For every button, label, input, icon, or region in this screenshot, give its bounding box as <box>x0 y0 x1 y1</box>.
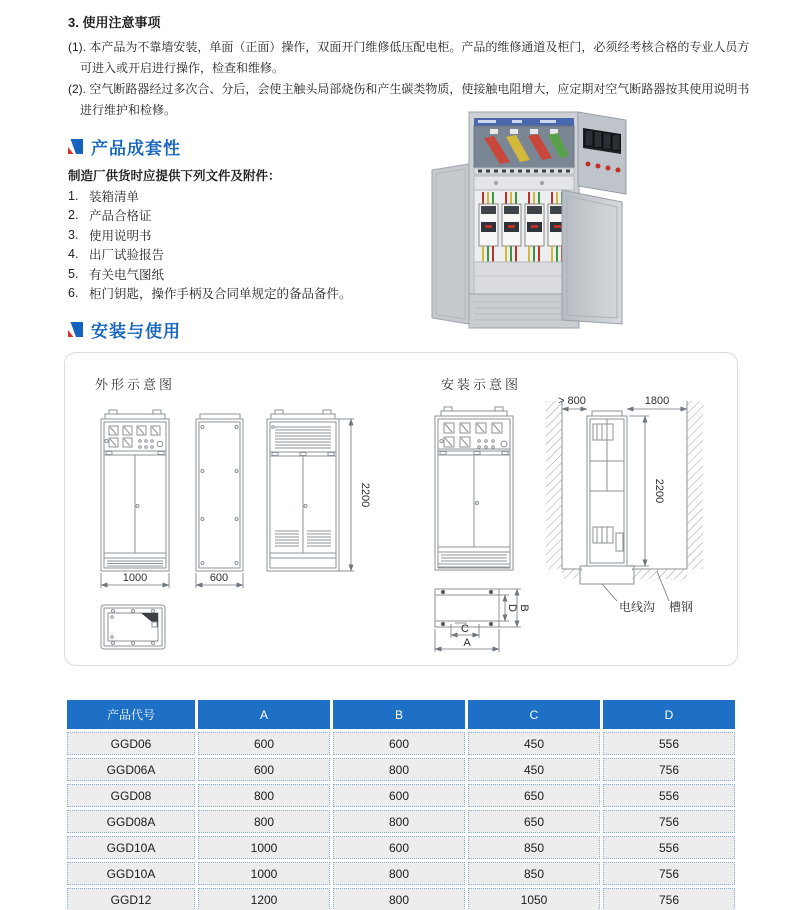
list-item-number: 6. <box>68 286 79 301</box>
dimensions-table <box>64 697 738 910</box>
cell-d: 756 <box>603 862 735 885</box>
completeness-intro: 制造厂供货时应提供下列文件及附件： <box>68 169 281 183</box>
list-item <box>68 225 352 245</box>
list-item-number: 2. <box>68 208 79 223</box>
section-install-header <box>68 317 181 342</box>
cell-c: 450 <box>468 732 600 755</box>
cell-d: 556 <box>603 836 735 859</box>
side-width-dim: 600 <box>209 572 229 584</box>
table-row <box>67 784 735 807</box>
install-diagram-label: 安装示意图 <box>441 377 522 392</box>
cell-b: 800 <box>333 862 465 885</box>
cell-d: 756 <box>603 810 735 833</box>
cell-a: 1000 <box>198 862 330 885</box>
list-item-number: 5. <box>68 266 79 281</box>
trench-label: 电线沟 <box>619 600 656 614</box>
cell-b: 600 <box>333 784 465 807</box>
list-item-number: 3. <box>68 227 79 242</box>
dim-a-label: A <box>463 637 471 649</box>
list-item-text: 产品合格证 <box>89 209 152 224</box>
list-item-text: 有关电气图纸 <box>89 267 165 282</box>
list-item-number: 1. <box>68 188 79 203</box>
height-dim: 2200 <box>359 482 371 508</box>
cell-d: 556 <box>603 732 735 755</box>
section-completeness-title: 产品成套性 <box>91 139 181 158</box>
cell-product-code: GGD06 <box>67 732 195 755</box>
cell-a: 1000 <box>198 836 330 859</box>
outline-diagram-label: 外形示意图 <box>95 377 176 392</box>
list-item-text: 装箱清单 <box>89 189 140 204</box>
cell-a: 800 <box>198 784 330 807</box>
table-header-row <box>67 700 735 729</box>
usage-note-1: (1). 本产品为不靠墙安装，单面（正面）操作，双面开门维修低压配电柜。产品的维修通道及柜门，必须经考核合格的专业人员方可进入或开启进行操作，检查和维修。 <box>68 40 750 75</box>
cell-b: 600 <box>333 836 465 859</box>
col-header-c: C <box>468 700 600 729</box>
col-header-d: D <box>603 700 735 729</box>
list-item <box>68 264 352 284</box>
cell-c: 850 <box>468 862 600 885</box>
document-list <box>68 186 352 303</box>
table-row <box>67 732 735 755</box>
install-height-dim: 2200 <box>653 478 665 504</box>
cell-b: 600 <box>333 732 465 755</box>
dim-d-label: D <box>506 604 518 612</box>
diagram-panel <box>64 352 738 666</box>
section-completeness-header <box>68 134 181 159</box>
table-row <box>67 862 735 885</box>
list-item <box>68 284 352 304</box>
cell-c: 650 <box>468 810 600 833</box>
list-item <box>68 186 352 206</box>
right-gap-dim: 1800 <box>644 395 670 407</box>
list-item-number: 4. <box>68 247 79 262</box>
cell-c: 850 <box>468 836 600 859</box>
cell-d: 556 <box>603 784 735 807</box>
table-row <box>67 810 735 833</box>
usage-notes-section <box>68 12 752 121</box>
cell-c: 450 <box>468 758 600 781</box>
dim-b-label: B <box>518 604 530 612</box>
usage-notes-heading: 3. 使用注意事项 <box>68 15 161 30</box>
cell-c: 650 <box>468 784 600 807</box>
list-item <box>68 245 352 265</box>
col-header-a: A <box>198 700 330 729</box>
cell-d: 756 <box>603 758 735 781</box>
cell-product-code: GGD10A <box>67 862 195 885</box>
col-header-b: B <box>333 700 465 729</box>
table-row <box>67 836 735 859</box>
cell-b: 800 <box>333 888 465 910</box>
channel-label: 槽钢 <box>669 600 694 614</box>
section-marker-icon <box>68 322 83 337</box>
section-install-title: 安装与使用 <box>91 322 181 341</box>
left-gap-dim: > 800 <box>558 395 586 407</box>
col-header-product-code: 产品代号 <box>67 700 195 729</box>
cell-b: 800 <box>333 810 465 833</box>
cell-c: 1050 <box>468 888 600 910</box>
front-width-dim: 1000 <box>122 572 148 584</box>
product-photo <box>412 106 628 330</box>
install-diagram <box>417 361 737 661</box>
cell-a: 1200 <box>198 888 330 910</box>
cell-d: 756 <box>603 888 735 910</box>
list-item-text: 使用说明书 <box>89 228 152 243</box>
cell-product-code: GGD10A <box>67 836 195 859</box>
cell-a: 600 <box>198 758 330 781</box>
cell-a: 600 <box>198 732 330 755</box>
cell-product-code: GGD12 <box>67 888 195 910</box>
cell-product-code: GGD08 <box>67 784 195 807</box>
section-marker-icon <box>68 139 83 154</box>
list-item-text: 柜门钥匙，操作手柄及合同单规定的备品备件。 <box>89 287 352 302</box>
list-item <box>68 206 352 226</box>
cell-product-code: GGD06A <box>67 758 195 781</box>
list-item-text: 出厂试验报告 <box>89 248 165 263</box>
table-row <box>67 758 735 781</box>
cell-b: 800 <box>333 758 465 781</box>
dim-c-label: C <box>461 623 469 635</box>
outline-diagram <box>71 361 416 661</box>
cell-a: 800 <box>198 810 330 833</box>
cell-product-code: GGD08A <box>67 810 195 833</box>
table-row <box>67 888 735 910</box>
usage-note-2: (2). 空气断路器经过多次合、分后，会使主触头局部烧伤和产生碳类物质，使接触电阻增大，应定期对空气断路器按其使用说明书进行维护和检修。 <box>68 82 750 117</box>
